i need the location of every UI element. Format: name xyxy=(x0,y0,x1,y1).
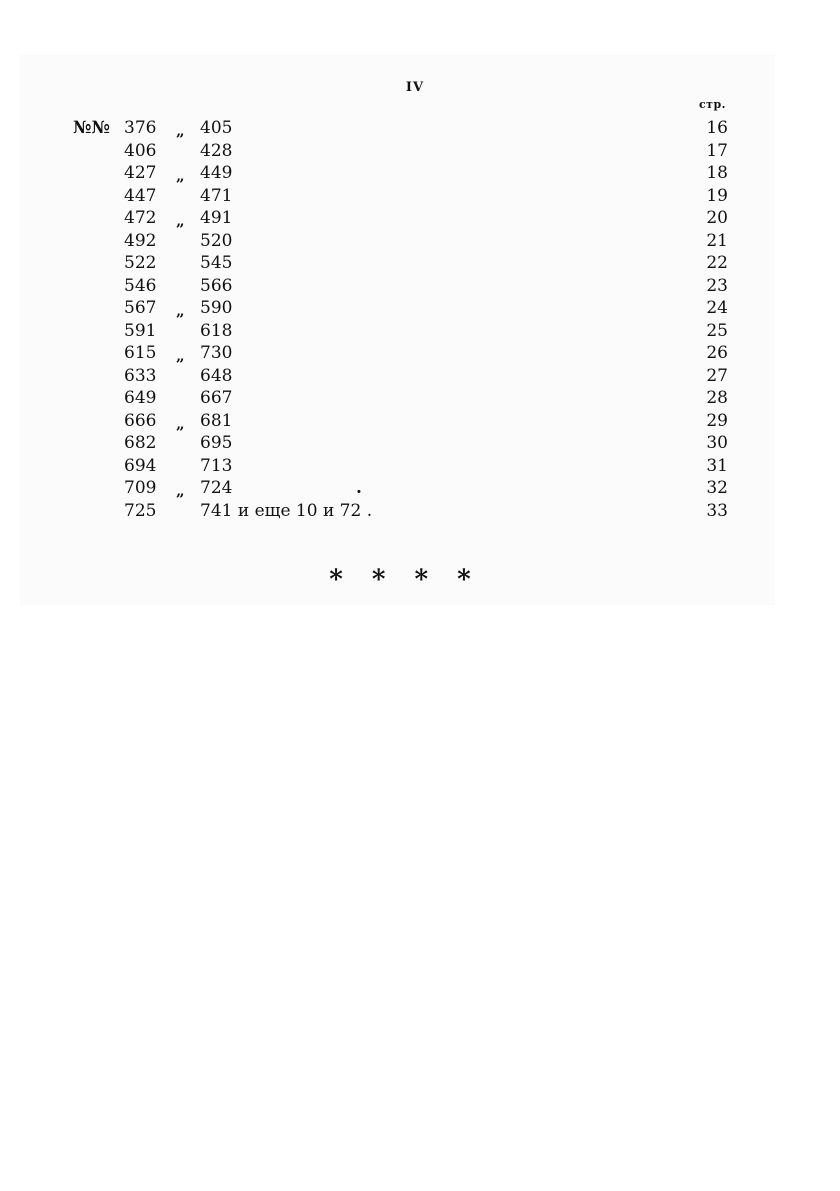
range-end: 667 xyxy=(200,388,233,408)
stray-mark: . xyxy=(356,478,362,498)
contents-row xyxy=(0,252,840,275)
range-end: 491 xyxy=(200,208,233,228)
contents-row xyxy=(0,320,840,343)
range-start: 682 xyxy=(124,433,157,453)
contents-row xyxy=(0,455,840,478)
range-start: 567 xyxy=(124,298,157,318)
contents-row xyxy=(0,365,840,388)
ditto-mark: „ xyxy=(176,482,185,500)
end-ornament: * * * * xyxy=(329,565,481,595)
range-start: 725 xyxy=(124,500,157,521)
range-start: 633 xyxy=(124,365,157,386)
range-start: 591 xyxy=(124,320,157,341)
page-column-header: стр. xyxy=(698,98,726,111)
range-start: 472 xyxy=(124,208,157,228)
range-start: 694 xyxy=(124,455,157,476)
contents-row xyxy=(0,500,840,523)
ditto-mark: „ xyxy=(176,122,185,140)
page-ref: 28 xyxy=(706,388,728,408)
range-start: 546 xyxy=(124,275,157,296)
contents-row xyxy=(0,432,840,455)
range-end: 618 xyxy=(200,320,233,341)
range-start: 427 xyxy=(124,163,157,183)
range-end: 730 xyxy=(200,343,233,363)
contents-table xyxy=(0,117,840,522)
range-end: 449 xyxy=(200,163,233,183)
page-ref: 32 xyxy=(706,478,728,498)
contents-row xyxy=(0,207,840,230)
ditto-mark: „ xyxy=(176,414,185,433)
range-end: 590 xyxy=(200,298,233,318)
range-end: 405 xyxy=(200,118,233,138)
range-start: 406 xyxy=(124,140,157,161)
contents-row xyxy=(0,410,840,433)
page-ref: 31 xyxy=(706,455,728,476)
range-end: 741 и еще 10 и 72 . xyxy=(200,500,373,521)
page-ref: 19 xyxy=(706,185,728,206)
number-prefix: №№ xyxy=(73,118,110,138)
range-start: 522 xyxy=(124,253,157,273)
page-ref: 33 xyxy=(706,500,728,521)
contents-row xyxy=(0,275,840,298)
page-ref: 18 xyxy=(706,163,728,183)
contents-row xyxy=(0,162,840,185)
contents-row xyxy=(0,117,840,140)
contents-row xyxy=(0,477,840,500)
range-end: 648 xyxy=(200,365,233,386)
range-start: 376 xyxy=(124,118,157,138)
page-ref: 30 xyxy=(706,433,728,453)
page-ref: 25 xyxy=(706,320,728,341)
range-start: 615 xyxy=(124,343,157,363)
range-start: 666 xyxy=(124,410,157,431)
contents-row xyxy=(0,387,840,410)
range-start: 447 xyxy=(124,185,157,206)
contents-row xyxy=(0,230,840,253)
page-ref: 27 xyxy=(706,365,728,386)
ditto-mark: „ xyxy=(176,167,185,185)
page-number: IV xyxy=(405,80,425,95)
ditto-mark: „ xyxy=(176,347,185,365)
contents-row xyxy=(0,297,840,320)
range-start: 649 xyxy=(124,388,157,408)
page-ref: 23 xyxy=(706,275,728,296)
range-end: 545 xyxy=(200,253,233,273)
range-end: 471 xyxy=(200,185,233,206)
range-end: 520 xyxy=(200,230,233,251)
page-ref: 29 xyxy=(706,410,728,431)
contents-row xyxy=(0,140,840,163)
page-ref: 24 xyxy=(706,298,728,318)
page-ref: 20 xyxy=(706,208,728,228)
ditto-mark: „ xyxy=(176,302,185,320)
page-ref: 21 xyxy=(706,230,728,251)
page-ref: 17 xyxy=(706,140,728,161)
page-ref: 22 xyxy=(706,253,728,273)
range-end: 713 xyxy=(200,455,233,476)
page-ref: 16 xyxy=(706,118,728,138)
range-end: 724 xyxy=(200,478,233,498)
range-end: 681 xyxy=(200,410,233,431)
range-end: 566 xyxy=(200,275,233,296)
ditto-mark: „ xyxy=(176,212,185,230)
contents-row xyxy=(0,342,840,365)
range-end: 695 xyxy=(200,433,233,453)
contents-row xyxy=(0,185,840,208)
page-ref: 26 xyxy=(706,343,728,363)
range-start: 492 xyxy=(124,230,157,251)
range-end: 428 xyxy=(200,140,233,161)
range-start: 709 xyxy=(124,478,157,498)
